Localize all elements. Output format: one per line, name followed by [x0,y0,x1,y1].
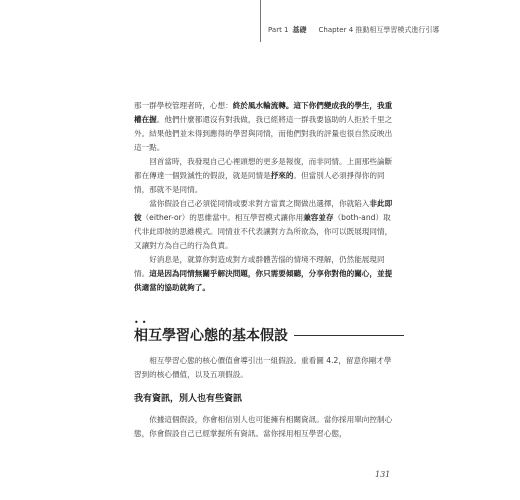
section-title: 相互學習心態的基本假設 [134,325,404,345]
paragraph-4: 好消息是，就算你對造成對方或群體苦惱的情境不理解，仍然能展現同情。這是因為同情無關乎解決問題，你只需要傾聽，分享你對他的關心，並提供適當的協助就夠了。 [134,255,393,292]
section-intro-text: 相互學習心態的核心價值會導引出一組假設。重看圖 4.2，留意你剛才學習到的核心價值，以及五項假設。 [134,356,392,379]
subsection-title: 我有資訊，別人也有些資訊 [134,394,243,404]
paragraph-2: 回首當時，我發現自己心裡頭想的更多是報復，而非同情。上面那些論斷都在傳達一個毀滅性的假設，就是同情是抒來的。但當別人必須掙得你的同情，那就不是同情。 [134,157,393,194]
page-number: 131 [375,470,391,479]
part-label: Part 1 基礎 [268,26,307,34]
subsection-body [134,413,396,441]
subsection-text: 依據這個假設，你會相信別人也可能擁有相關資訊。當你採用單向控制心態，你會假設自己已經掌握所有資訊。當你採用相互學習心態， [134,415,393,438]
section-intro [134,354,396,382]
running-header [260,22,439,38]
paragraph-1: 那一群學校管理者時，心想：終於風水輪流轉。這下你們變成我的學生，我重權在握。他們什麼都還沒有對我做，我已經將這一群我要協助的人拒於千里之外。結果他們並未得到應得的學習與同情，而他們對我的評量也很自然反映出這一點。 [134,101,393,152]
section-title-rule [294,335,404,336]
paragraph-3: 當你假設自己必須從同情或要求對方當責之間做出選擇，你就陷入非此即彼（either-or）的思維當中。相互學習模式讓你用兼容並存（both-and）取代非此即彼的思維模式。同情並不代表讓對方為所欲為，你可以既展現同情，又讓對方為自己的行為負責。 [134,199,393,250]
section-dots: •• [134,318,150,327]
chapter-label: Chapter 4 推動相互學習模式進行引導 [318,26,440,34]
body-text-block [134,99,396,295]
